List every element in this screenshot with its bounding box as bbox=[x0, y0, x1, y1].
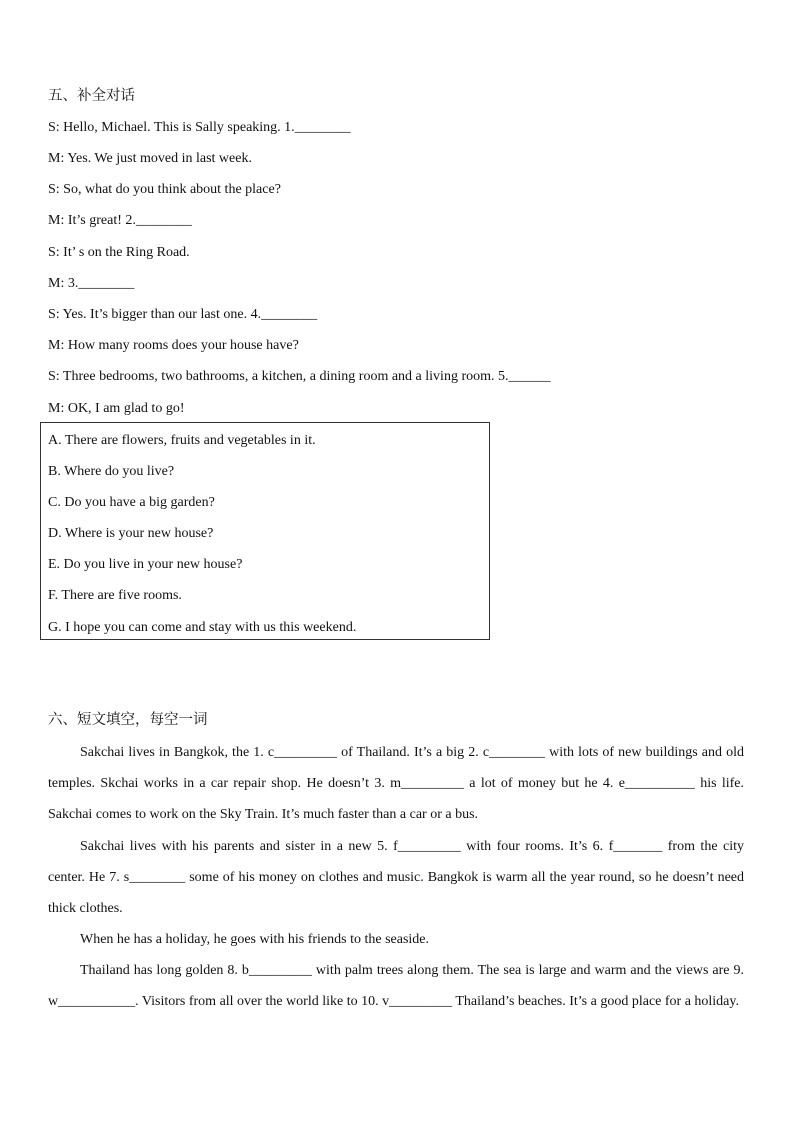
dialogue-line: M: OK, I am glad to go! bbox=[48, 401, 185, 416]
option-c: C. Do you have a big garden? bbox=[48, 495, 215, 510]
passage-paragraph: When he has a holiday, he goes with his friends to the seaside. bbox=[80, 932, 430, 947]
passage-paragraph: Thailand has long golden 8. b_________ with palm trees along them. The sea is large and warm and the views are 9. w___________. Visitors from all over the world like to 10. v_________ Thailand’s beaches. It’s a good place for a holiday. bbox=[48, 963, 744, 1010]
dialogue-line: M: Yes. We just moved in last week. bbox=[48, 151, 252, 166]
section-6-heading: 六、短文填空，每空一词 bbox=[48, 712, 208, 728]
dialogue-line: M: 3.________ bbox=[48, 276, 135, 291]
option-a: A. There are flowers, fruits and vegetables in it. bbox=[48, 433, 316, 448]
dialogue-line: S: Hello, Michael. This is Sally speaking. 1.________ bbox=[48, 120, 351, 135]
dialogue-line: S: Three bedrooms, two bathrooms, a kitchen, a dining room and a living room. 5.______ bbox=[48, 369, 551, 384]
options-box bbox=[40, 422, 490, 640]
option-g: G. I hope you can come and stay with us this weekend. bbox=[48, 620, 357, 635]
option-f: F. There are five rooms. bbox=[48, 588, 182, 603]
dialogue-line: M: How many rooms does your house have? bbox=[48, 338, 299, 353]
dialogue-line: S: It’ s on the Ring Road. bbox=[48, 245, 190, 260]
dialogue-line: S: So, what do you think about the place? bbox=[48, 182, 281, 197]
option-e: E. Do you live in your new house? bbox=[48, 557, 243, 572]
option-b: B. Where do you live? bbox=[48, 464, 175, 479]
passage-paragraph: Sakchai lives with his parents and sister in a new 5. f_________ with four rooms. It’s 6. f_______ from the city center. He 7. s________ some of his money on clothes and music. Bangkok is warm all the year round, so he doesn’t need thick clothes. bbox=[48, 839, 744, 917]
passage-paragraph: Sakchai lives in Bangkok, the 1. c_________ of Thailand. It’s a big 2. c________ with lots of new buildings and old temples. Skchai works in a car repair shop. He doesn’t 3. m_________ a lot of money but he 4. e__________ his life. Sakchai comes to work on the Sky Train. It’s much faster than a car or a bus. bbox=[48, 745, 744, 823]
dialogue-line: M: It’s great! 2.________ bbox=[48, 213, 192, 228]
dialogue-line: S: Yes. It’s bigger than our last one. 4.________ bbox=[48, 307, 318, 322]
option-d: D. Where is your new house? bbox=[48, 526, 214, 541]
section-5-heading: 五、补全对话 bbox=[48, 88, 135, 104]
